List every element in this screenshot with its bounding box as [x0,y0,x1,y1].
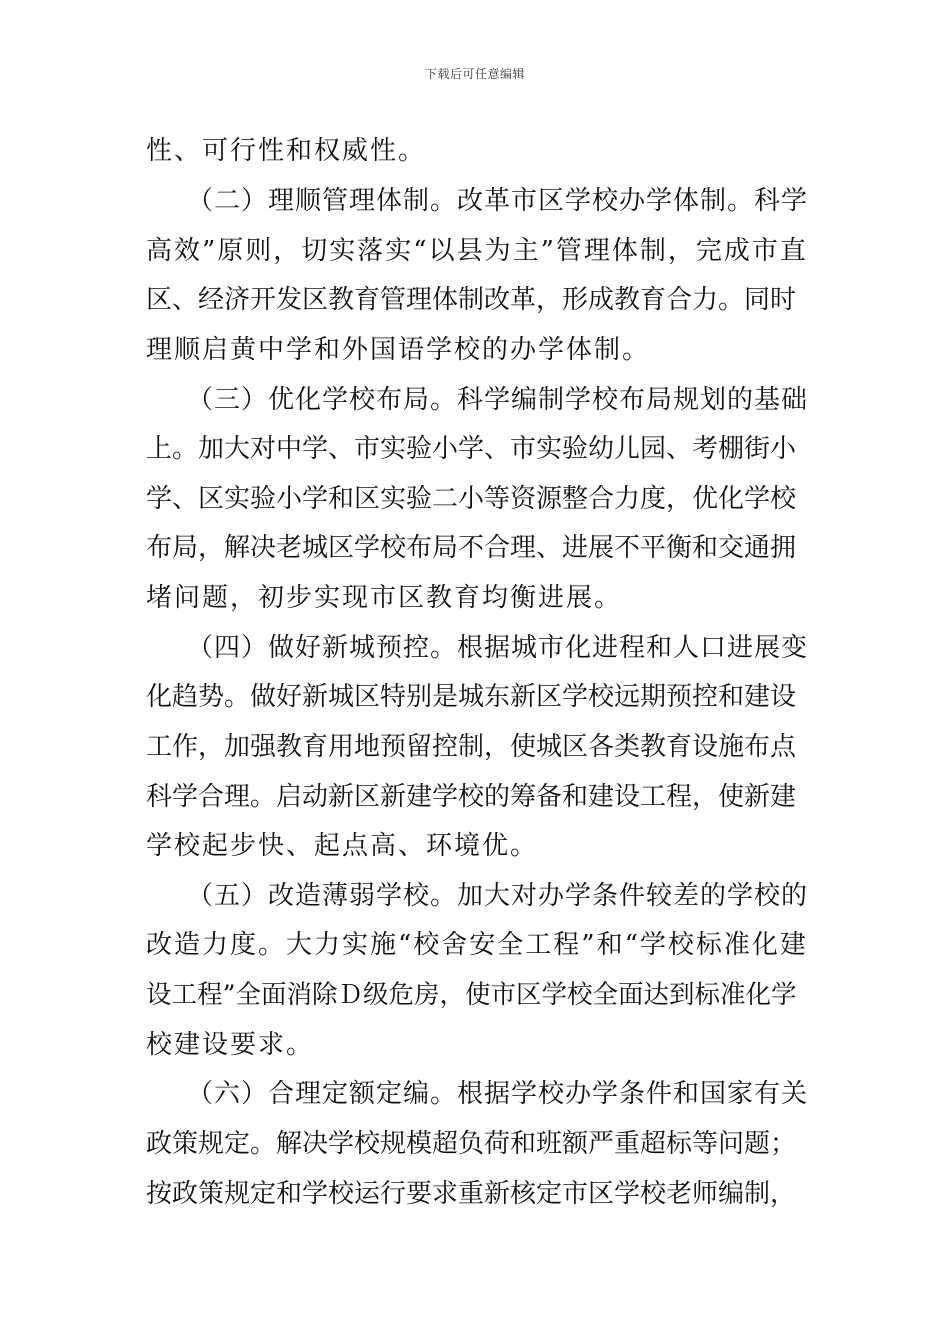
body-text-line: 上。加大对中学、市实验小学、市实验幼儿园、考棚街小 [146,434,797,464]
body-text-line: 校建设要求。 [146,1030,315,1060]
body-text-line: 改造力度。大力实施“校舍安全工程”和“学校标准化建 [146,930,808,960]
body-text-line: 化趋势。做好新城区特别是城东新区学校远期预控和建设 [146,682,797,712]
body-text-line: （六）合理定额定编。根据学校办学条件和国家有关 [146,1079,809,1109]
body-text-line: 政策规定。解决学校规模超负荷和班额严重超标等问题； [146,1129,797,1159]
body-text-line: 科学合理。启动新区新建学校的筹备和建设工程，使新建 [146,782,797,812]
body-text-line: 学校起步快、起点高、环境优。 [146,831,539,861]
body-text-line: 学、区实验小学和区实验二小等资源整合力度，优化学校 [146,484,797,514]
body-text-line: 理顺启黄中学和外国语学校的办学体制。 [146,335,651,365]
body-text-line: 工作，加强教育用地预留控制，使城区各类教育设施布点 [146,732,797,762]
body-text-line: （二）理顺管理体制。改革市区学校办学体制。科学 [146,186,809,216]
body-text-line: 设工程”全面消除Ｄ级危房，使市区学校全面达到标准化学 [146,980,797,1010]
page-header-note: 下载后可任意编辑 [424,67,525,81]
body-text-line: 区、经济开发区教育管理体制改革，形成教育合力。同时 [146,285,797,315]
body-text-line: （四）做好新城预控。根据城市化进程和人口进展变 [146,633,809,663]
body-text-line: （三）优化学校布局。科学编制学校布局规划的基础 [146,385,809,415]
body-text-line: 布局，解决老城区学校布局不合理、进展不平衡和交通拥 [146,533,797,563]
body-text-line: 性、可行性和权威性。 [146,136,427,166]
body-text-line: （五）改造薄弱学校。加大对办学条件较差的学校的 [146,881,809,911]
body-text-line: 高效”原则，切实落实“以县为主”管理体制，完成市直 [146,236,808,266]
body-text-line: 按政策规定和学校运行要求重新核定市区学校老师编制， [146,1179,797,1209]
body-text-line: 堵问题，初步实现市区教育均衡进展。 [146,583,623,613]
